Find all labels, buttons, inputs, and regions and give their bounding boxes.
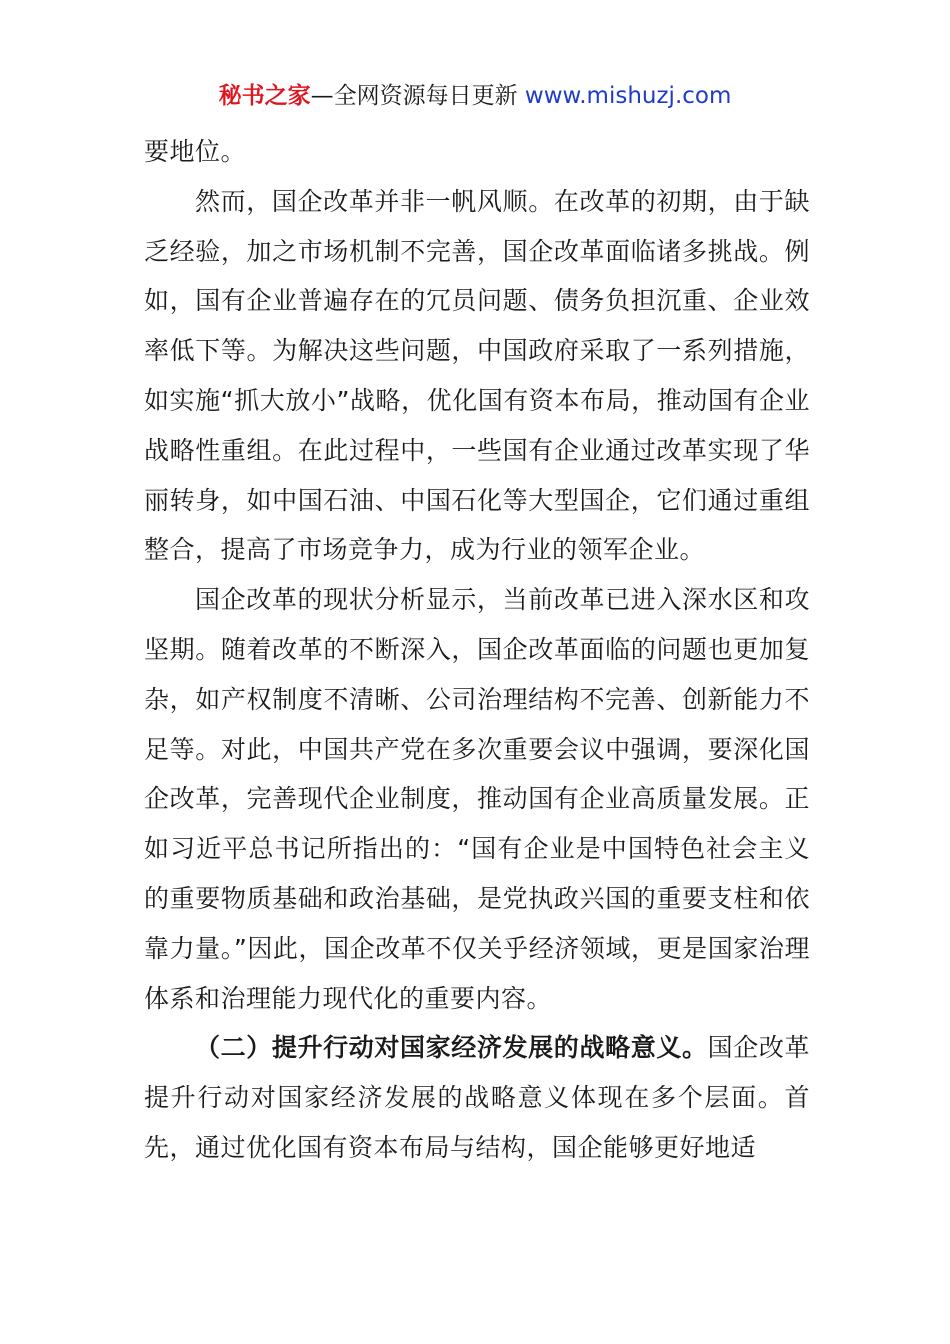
paragraph-reform-status: 国企改革的现状分析显示，当前改革已进入深水区和攻坚期。随着改革的不断深入，国企改革面临的问题也更加复杂，如产权制度不清晰、公司治理结构不完善、创新能力不足等。对此，中国共产党在多次重要会议中强调，要深化国企改革，完善现代企业制度，推动国有企业高质量发展。正如习近平总书记所指出的：“国有企业是中国特色社会主义的重要物质基础和政治基础，是党执政兴国的重要支柱和依靠力量。”因此，国企改革不仅关乎经济领域，更是国家治理体系和治理能力现代化的重要内容。 xyxy=(144,585,810,1013)
site-tagline: —全网资源每日更新 xyxy=(310,83,525,109)
paragraph-strategic-significance xyxy=(144,1023,810,1172)
site-header xyxy=(0,80,950,112)
site-url-link[interactable]: www.mishuzj.com xyxy=(524,83,732,109)
section-body-text: 国企改革提升行动对国家经济发展的战略意义体现在多个层面。首先，通过优化国有资本布局与结构，国企能够更好地适 xyxy=(144,1033,810,1162)
paragraph-continuation: 要地位。 xyxy=(144,137,247,166)
site-brand: 秘书之家 xyxy=(218,83,311,109)
section-heading: （二）提升行动对国家经济发展的战略意义。 xyxy=(195,1033,708,1063)
document-body xyxy=(144,127,810,1173)
paragraph-reform-challenges: 然而，国企改革并非一帆风顺。在改革的初期，由于缺乏经验，加之市场机制不完善，国企改革面临诸多挑战。例如，国有企业普遍存在的冗员问题、债务负担沉重、企业效率低下等。为解决这些问题，中国政府采取了一系列措施，如实施“抓大放小”战略，优化国有资本布局，推动国有企业战略性重组。在此过程中，一些国有企业通过改革实现了华丽转身，如中国石油、中国石化等大型国企，它们通过重组整合，提高了市场竞争力，成为行业的领军企业。 xyxy=(144,186,810,565)
